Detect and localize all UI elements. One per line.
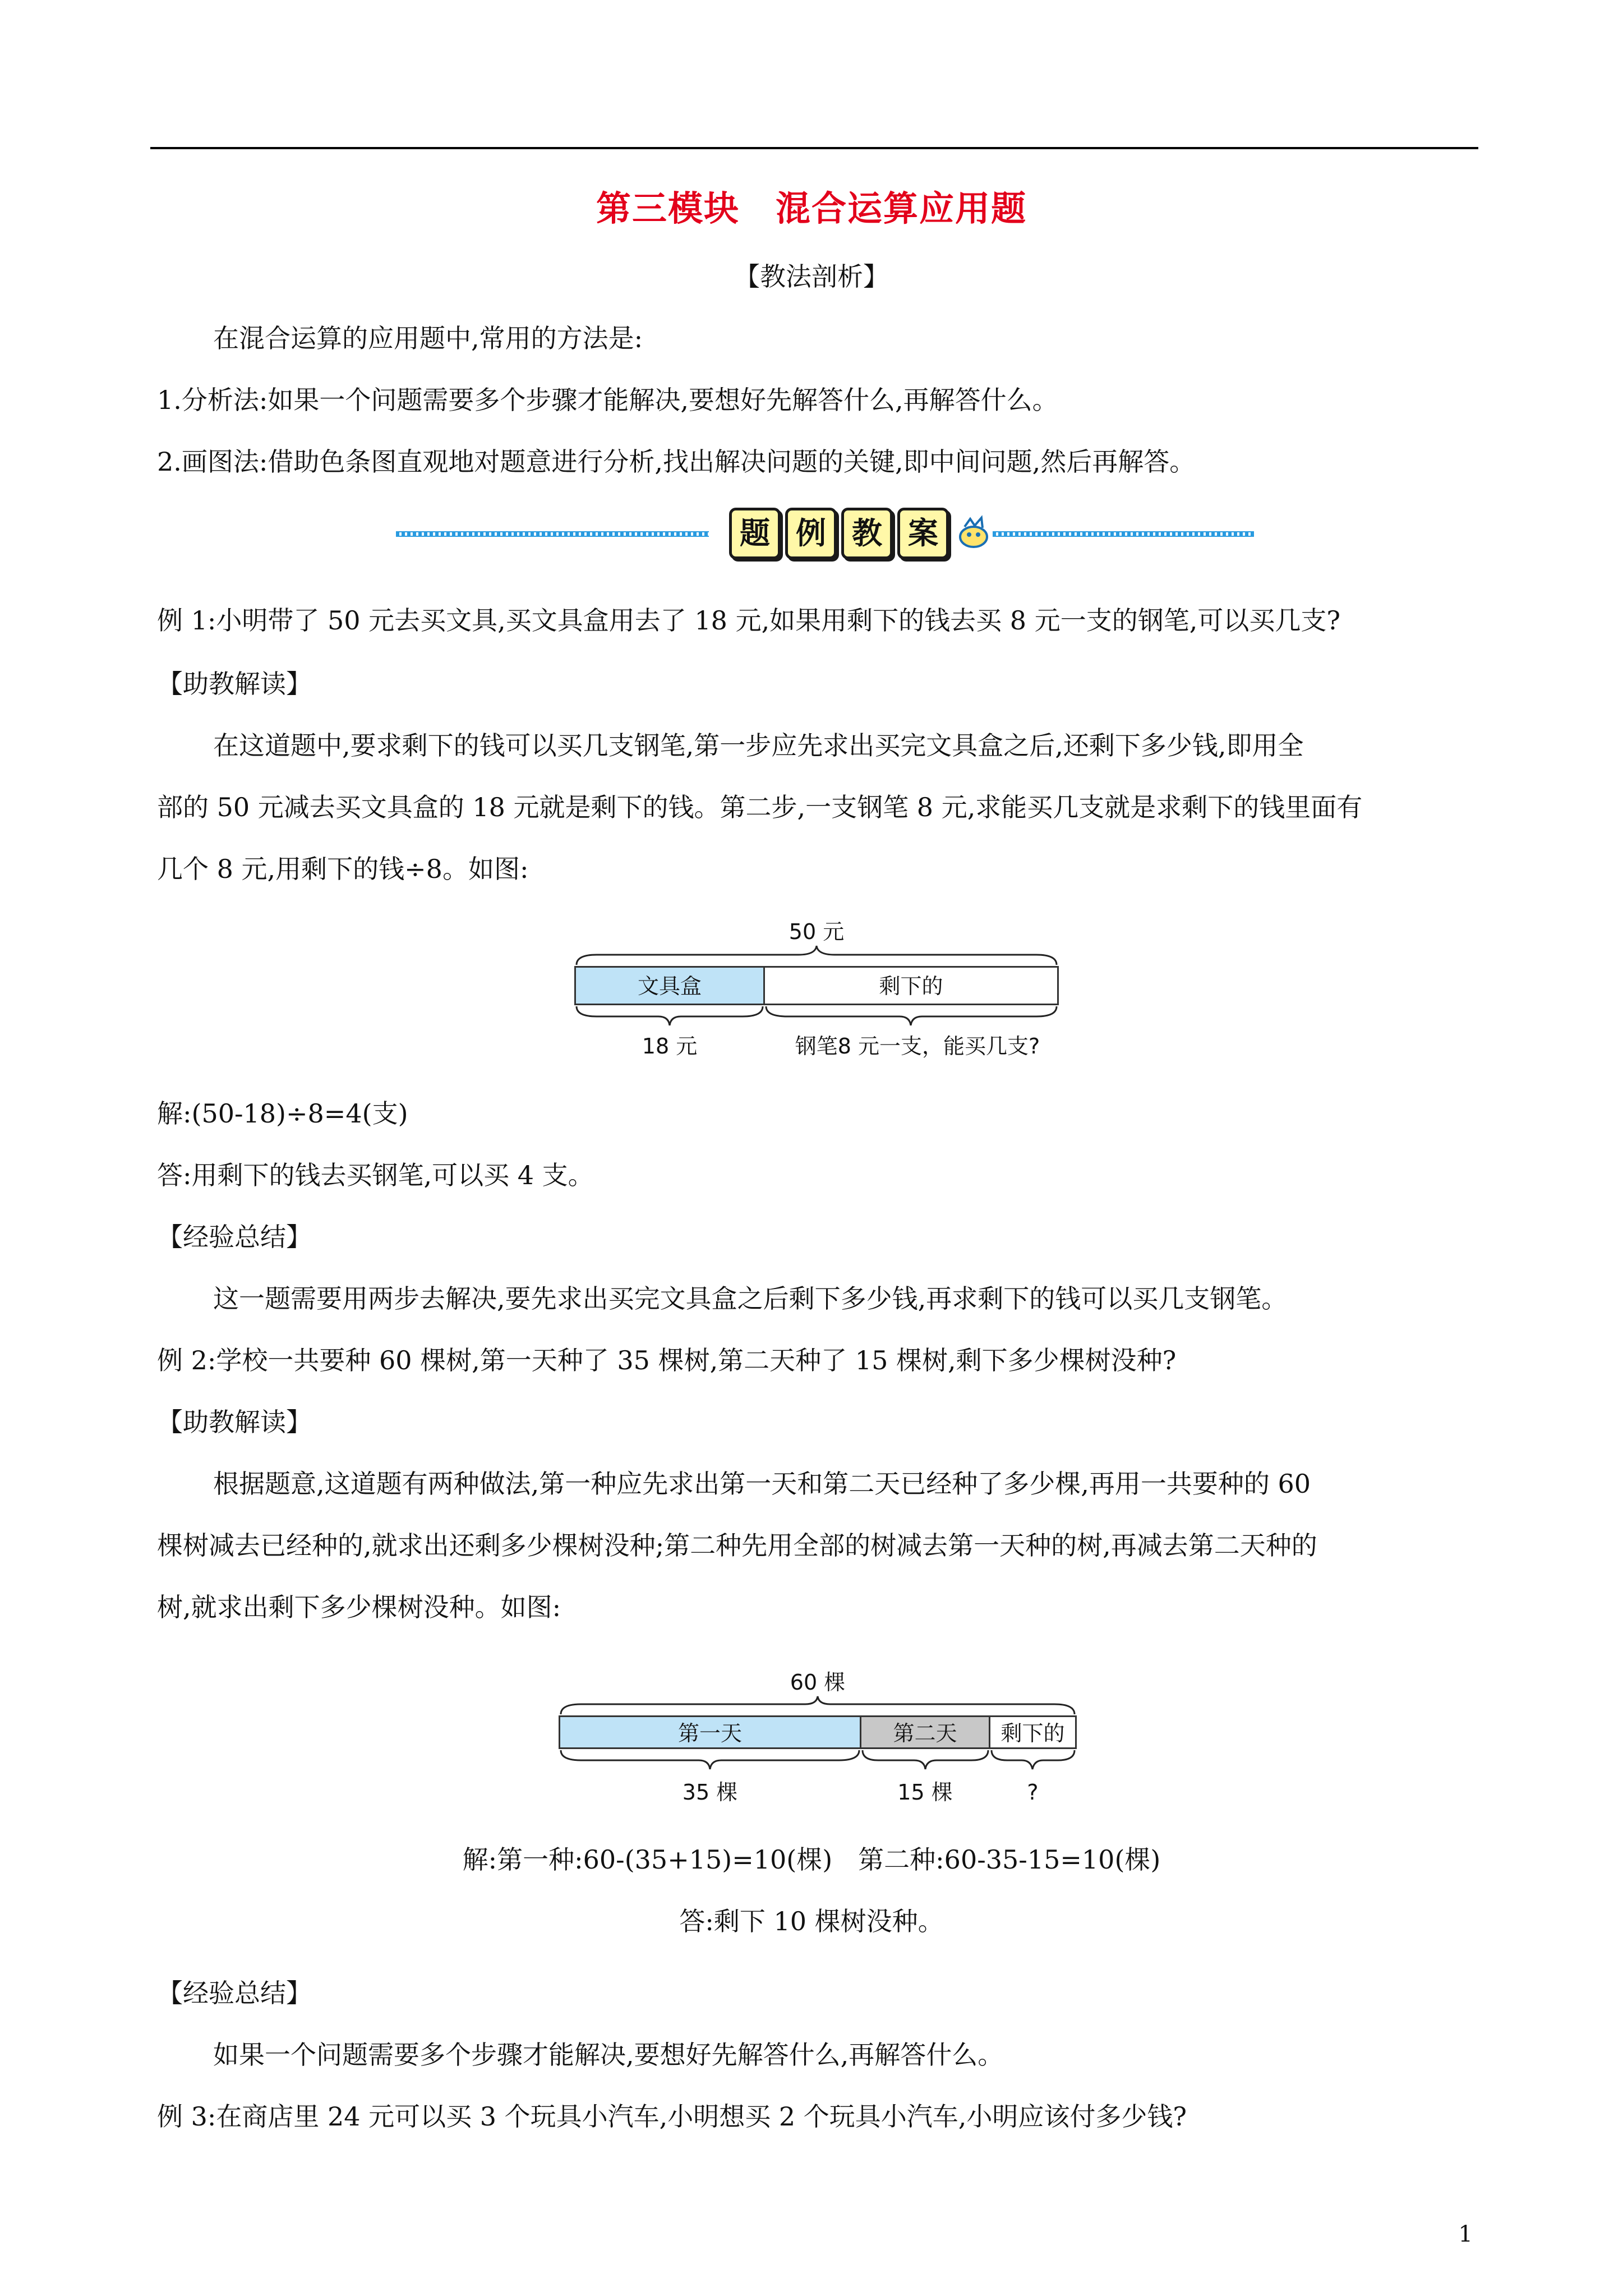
example3-question: 例 3:在商店里 24 元可以买 3 个玩具小汽车,小明想买 2 个玩具小汽车,小明应该付多少钱? xyxy=(157,2101,1187,2132)
example1-solution: 解:(50-18)÷8=4(支) xyxy=(157,1098,408,1129)
example2-help-heading: 【助教解读】 xyxy=(157,1407,312,1437)
diagram2-total-label: 60 棵 xyxy=(790,1670,846,1695)
diagram2-below-2: 15 棵 xyxy=(897,1780,953,1805)
banner-char-1: 题 xyxy=(729,508,781,559)
diagram2-bottom-braces xyxy=(559,1749,1077,1772)
example1-summary-heading: 【经验总结】 xyxy=(157,1222,312,1252)
diagram1-total-label: 50 元 xyxy=(789,919,845,944)
page-title: 第三模块 混合运算应用题 xyxy=(596,188,1027,229)
intro-text: 在混合运算的应用题中,常用的方法是: xyxy=(213,323,643,353)
example2-solution: 解:第一种:60-(35+15)=10(棵) 第二种:60-35-15=10(棵) xyxy=(462,1844,1161,1875)
example1-explain-line-2: 部的 50 元减去买文具盒的 18 元就是剩下的钱。第二步,一支钢笔 8 元,求能买几支就是求剩下的钱里面有 xyxy=(157,792,1363,822)
diagram2-below-3: ? xyxy=(1027,1780,1039,1805)
example2-question: 例 2:学校一共要种 60 棵树,第一天种了 35 棵树,第二天种了 15 棵树,剩下多少棵树没种? xyxy=(157,1345,1177,1375)
example1-help-heading: 【助教解读】 xyxy=(157,669,312,699)
diagram1-seg1-label: 文具盒 xyxy=(637,974,702,999)
diagram2-below-1: 35 棵 xyxy=(682,1780,738,1805)
diagram1-seg-remaining xyxy=(763,966,1059,1005)
banner-char-4: 案 xyxy=(897,508,949,559)
example1-answer: 答:用剩下的钱去买钢笔,可以买 4 支。 xyxy=(157,1160,594,1190)
banner-line-right xyxy=(993,531,1254,537)
method-2: 2.画图法:借助色条图直观地对题意进行分析,找出解决问题的关键,即中间问题,然后再解答。 xyxy=(157,447,1196,477)
example2-explain-line-3: 树,就求出剩下多少棵树没种。如图: xyxy=(157,1592,561,1622)
banner-char-2: 例 xyxy=(785,508,837,559)
top-rule xyxy=(150,147,1478,149)
diagram2-seg-day2 xyxy=(860,1715,990,1749)
example1-question: 例 1:小明带了 50 元去买文具,买文具盒用去了 18 元,如果用剩下的钱去买 8 元一支的钢笔,可以买几支? xyxy=(157,605,1340,636)
diagram2-seg-day1 xyxy=(559,1715,861,1749)
page-number: 1 xyxy=(1458,2221,1473,2247)
banner-char-3: 教 xyxy=(841,508,893,559)
diagram2-seg-remaining xyxy=(989,1715,1077,1749)
example2-explain-line-1: 根据题意,这道题有两种做法,第一种应先求出第一天和第二天已经种了多少棵,再用一共要种的 60 xyxy=(213,1469,1311,1499)
example2-explain-line-2: 棵树减去已经种的,就求出还剩多少棵树没种;第二种先用全部的树减去第一天种的树,再减去第二天种的 xyxy=(157,1530,1317,1561)
diagram1-below-2: 钢笔8 元一支，能买几支? xyxy=(795,1034,1040,1059)
example1-explain-line-3: 几个 8 元,用剩下的钱÷8。如图: xyxy=(157,854,529,884)
diagram1-below-1: 18 元 xyxy=(642,1034,698,1059)
diagram1-seg2-label: 剩下的 xyxy=(879,974,943,999)
diagram2-seg1-label: 第一天 xyxy=(677,1721,742,1746)
mascot-icon xyxy=(953,513,993,553)
example2-summary-heading: 【经验总结】 xyxy=(157,1978,312,2008)
diagram1-top-brace xyxy=(574,944,1059,966)
diagram2-seg3-label: 剩下的 xyxy=(1000,1721,1065,1746)
example1-summary: 这一题需要用两步去解决,要先求出买完文具盒之后剩下多少钱,再求剩下的钱可以买几支钢笔。 xyxy=(213,1283,1288,1314)
diagram2-seg2-label: 第二天 xyxy=(893,1721,957,1746)
example1-explain-line-1: 在这道题中,要求剩下的钱可以买几支钢笔,第一步应先求出买完文具盒之后,还剩下多少钱,即用全 xyxy=(213,730,1304,761)
diagram1-bottom-braces xyxy=(574,1005,1059,1028)
example2-answer: 答:剩下 10 棵树没种。 xyxy=(679,1906,944,1936)
diagram2-top-brace xyxy=(559,1694,1077,1715)
method-1: 1.分析法:如果一个问题需要多个步骤才能解决,要想好先解答什么,再解答什么。 xyxy=(157,385,1058,415)
diagram1 xyxy=(574,919,1059,1059)
method-heading: 【教法剖析】 xyxy=(734,261,889,292)
diagram2 xyxy=(559,1670,1077,1805)
banner-line-left xyxy=(396,531,709,537)
diagram1-seg-pencilbox xyxy=(574,966,765,1005)
example2-summary: 如果一个问题需要多个步骤才能解决,要想好先解答什么,再解答什么。 xyxy=(213,2040,1004,2070)
